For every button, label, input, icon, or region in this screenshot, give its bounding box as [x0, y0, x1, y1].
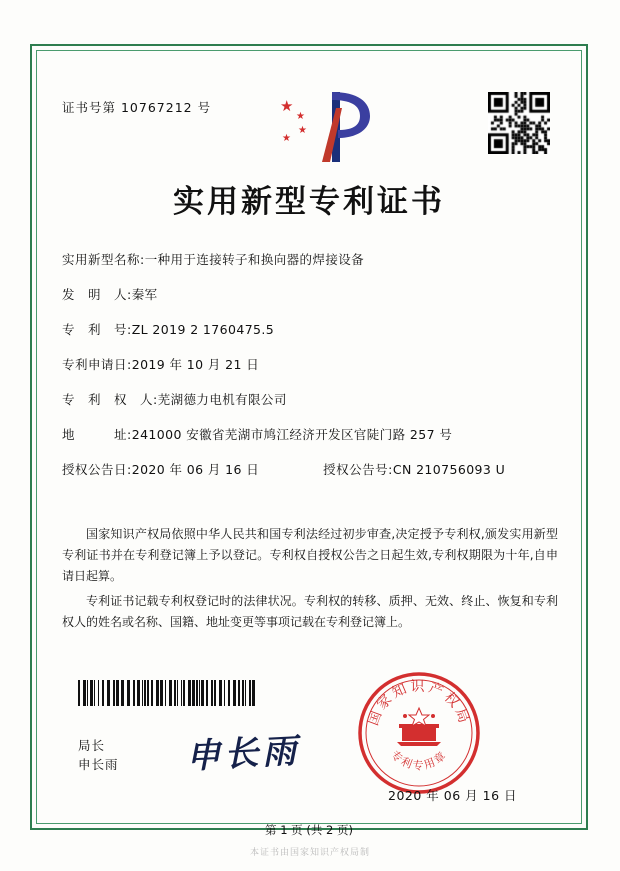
field-row-address [62, 425, 562, 443]
field-row-name [62, 250, 562, 268]
seal-date: 2020 年 06 月 16 日 [388, 788, 517, 803]
legal-paragraph: 专利证书记载专利权登记时的法律状况。专利权的转移、质押、无效、终止、恢复和专利权人的姓名或名称、国籍、地址变更等事项记载在专利登记簿上。 [62, 594, 558, 629]
star-icon: ★ [296, 111, 305, 122]
field-value: ZL 2019 2 1760475.5 [131, 322, 275, 337]
handwritten-signature: 申长雨 [185, 731, 302, 777]
official-red-seal-icon [356, 670, 482, 796]
field-row-patentee [62, 390, 562, 408]
director-role: 局长 [78, 738, 106, 753]
barcode [78, 680, 258, 706]
field-row-application-date [62, 355, 562, 373]
field-value: 芜湖德力电机有限公司 [157, 392, 287, 407]
certificate-serial-number: 证书号第 10767212 号 [62, 100, 212, 115]
cnipa-emblem-icon [272, 88, 382, 168]
bottom-note: 本证书由国家知识产权局制 [249, 848, 370, 858]
field-row-inventor [62, 285, 562, 303]
director-label [78, 736, 119, 775]
field-row-patent-number [62, 320, 562, 338]
field-value: 秦军 [131, 287, 158, 302]
star-icon: ★ [280, 97, 294, 115]
grant-number-label: 授权公告号: [323, 462, 393, 477]
svg-text:专利专用章: 专利专用章 [388, 748, 450, 772]
field-value: 一种用于连接转子和换向器的焊接设备 [144, 252, 365, 267]
page-title: 实用新型专利证书 [173, 184, 445, 220]
patent-p-logo-icon [318, 88, 376, 166]
grant-date-value: 2020 年 06 月 16 日 [131, 462, 260, 477]
legal-paragraph: 国家知识产权局依照中华人民共和国专利法经过初步审查,决定授予专利权,颁发实用新型专利证书并在专利登记簿上予以登记。专利权自授权公告之日起生效,专利权期限为十年,自申请日起算。 [62, 527, 558, 583]
field-label: 地 址: [62, 427, 132, 442]
field-label: 发 明 人: [62, 287, 132, 302]
svg-text:国家知识产权局: 国家知识产权局 [365, 679, 473, 728]
field-value: 2019 年 10 月 21 日 [131, 357, 260, 372]
star-icon: ★ [298, 125, 307, 136]
qr-code [488, 92, 550, 154]
field-value: 241000 安徽省芜湖市鸠江经济开发区官陡门路 257 号 [131, 427, 453, 442]
field-label: 实用新型名称: [62, 252, 145, 267]
legal-text-block [62, 524, 558, 637]
field-label: 专利申请日: [62, 357, 132, 372]
field-label: 专 利 号: [62, 322, 132, 337]
grant-number-value: CN 210756093 U [392, 462, 506, 477]
field-label: 专 利 权 人: [62, 392, 158, 407]
grant-date-label: 授权公告日: [62, 462, 132, 477]
field-row-grant [62, 460, 562, 478]
page-footer: 第 1 页 (共 2 页) [265, 823, 353, 837]
field-list [62, 250, 562, 495]
stars-group-icon [274, 97, 322, 146]
director-name: 申长雨 [78, 757, 119, 773]
star-icon: ★ [282, 133, 291, 144]
